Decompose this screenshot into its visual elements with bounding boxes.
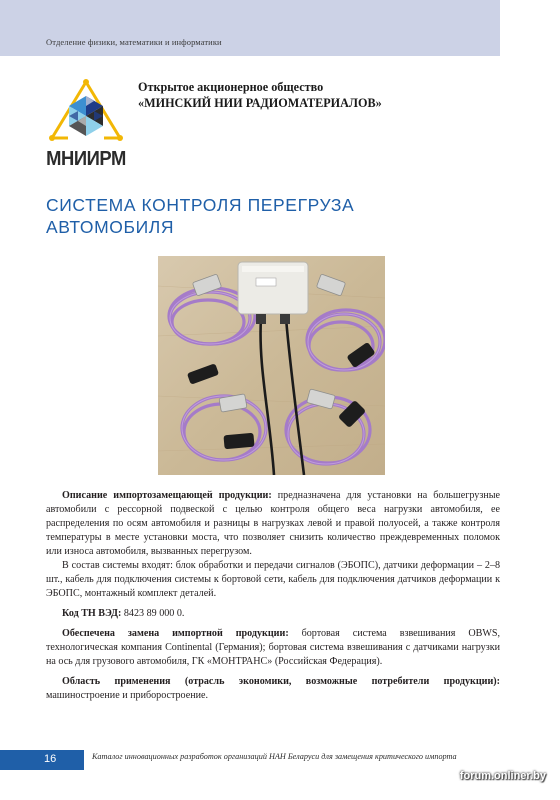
- title-line-1: СИСТЕМА КОНТРОЛЯ ПЕРЕГРУЗА: [46, 195, 355, 215]
- organization-name: [138, 80, 382, 111]
- section-header: Отделение физики, математики и информатики: [46, 37, 222, 47]
- title-line-2: АВТОМОБИЛЯ: [46, 217, 175, 237]
- product-photo: [158, 256, 385, 475]
- watermark: forum.onliner.by: [459, 770, 546, 782]
- logo-emblem-icon: [40, 76, 132, 150]
- paragraph-description: [46, 489, 500, 559]
- organization-logo: [40, 76, 132, 180]
- paragraph-application-area: [46, 675, 500, 703]
- header-band: [0, 0, 500, 56]
- application-area-label: Область применения (отрасль экономики, возможные потребители продукции):: [62, 676, 500, 687]
- organization-type: Открытое акционерное общество: [138, 80, 324, 94]
- paragraph-composition: В состав системы входят: блок обработки и передачи сигналов (ЭБОПС), датчики деформации – 2–8 шт., кабель для подключения системы к бортовой сети, кабель для подключения датчиков деформации к ЭБОПС, монтажный комплект деталей.: [46, 560, 500, 599]
- description-text: [46, 489, 500, 709]
- paragraph-tnved-code: [46, 607, 500, 621]
- footer-caption: Каталог инновационных разработок организаций НАН Беларуси для замещения критического импорта: [92, 752, 457, 761]
- paragraph-import-replacement: [46, 627, 500, 669]
- import-replacement-value: бортовая система взвешивания OBWS, технологическая компания Continental (Германия); бортовая система взвешивания с датчиками нагрузки на ось для грузового автомобиля, ГК «МОНТРАНС» (Российская Федерация).: [46, 628, 501, 667]
- tnved-label: Код ТН ВЭД:: [62, 608, 122, 619]
- page-title: [46, 194, 354, 238]
- import-replacement-label: Обеспечена замена импортной продукции:: [62, 628, 289, 639]
- page-number: 16: [44, 753, 57, 765]
- application-area-value: машиностроение и приборостроение.: [46, 690, 209, 701]
- description-label: Описание импортозамещающей продукции:: [62, 490, 272, 501]
- logo-wordmark: МНИИРМ: [46, 148, 126, 170]
- description-text-value: предназначена для установки на большегрузные автомобили с рессорной подвеской с целью контроля общего веса нагрузки автомобиля, ее распределения по осям автомобиля и разницы в нагрузках левой и правой полуосей, а также контроля температуры в месте установки моста, что позволяет снизить количество преждевременных поломок или износа автомобиля, вызванных перегрузом.: [46, 490, 500, 557]
- page-number-box: [0, 750, 84, 770]
- organization-title: «МИНСКИЙ НИИ РАДИОМАТЕРИАЛОВ»: [138, 95, 382, 110]
- tnved-value: 8423 89 000 0.: [121, 608, 185, 619]
